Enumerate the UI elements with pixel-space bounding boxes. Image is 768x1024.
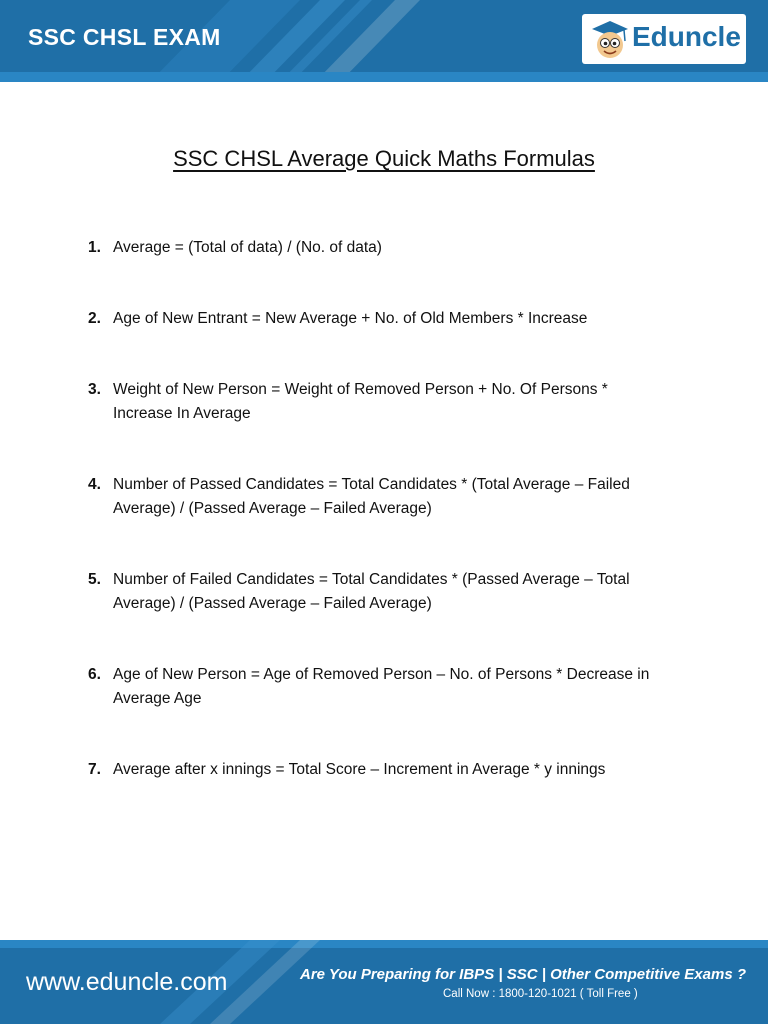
- formula-text: Age of New Entrant = New Average + No. of Old Members * Increase: [113, 310, 588, 327]
- formula-text: Average = (Total of data) / (No. of data): [113, 239, 382, 256]
- formula-number: 7.: [88, 761, 101, 778]
- mascot-icon: [588, 17, 632, 61]
- formula-number: 4.: [88, 476, 101, 493]
- formula-item: [88, 663, 668, 711]
- formula-item: [88, 568, 668, 616]
- header-title: SSC CHSL EXAM: [28, 24, 221, 50]
- formula-text: Number of Passed Candidates = Total Candidates * (Total Average – Failed Average) / (Passed Average – Failed Average): [113, 476, 630, 517]
- footer-phone: Call Now : 1800-120-1021 ( Toll Free ): [443, 988, 638, 1000]
- formula-item: [88, 307, 668, 331]
- formula-number: 1.: [88, 239, 101, 256]
- header-band: [0, 72, 768, 82]
- formula-number: 3.: [88, 381, 101, 398]
- logo-text: Eduncle: [632, 21, 741, 52]
- formula-number: 6.: [88, 666, 101, 683]
- page-header: [0, 0, 768, 82]
- formula-item: [88, 473, 668, 521]
- footer-tagline: Are You Preparing for IBPS | SSC | Other Competitive Exams ?: [299, 966, 746, 983]
- formula-text: Weight of New Person = Weight of Removed Person + No. Of Persons * Increase In Average: [113, 381, 608, 422]
- formula-item: [88, 236, 668, 260]
- formula-item: [88, 758, 668, 782]
- website-link[interactable]: www.eduncle.com: [26, 968, 228, 996]
- formula-list: [88, 236, 668, 829]
- formula-text: Average after x innings = Total Score – Increment in Average * y innings: [113, 761, 606, 778]
- eduncle-logo: [582, 14, 746, 64]
- page-footer: [0, 940, 768, 1024]
- formula-number: 5.: [88, 571, 101, 588]
- formula-item: [88, 378, 668, 426]
- document-title: SSC CHSL Average Quick Maths Formulas: [173, 146, 595, 171]
- formula-number: 2.: [88, 310, 101, 327]
- formula-text: Number of Failed Candidates = Total Candidates * (Passed Average – Total Average) / (Passed Average – Failed Average): [113, 571, 630, 612]
- formula-text: Age of New Person = Age of Removed Person – No. of Persons * Decrease in Average Age: [113, 666, 650, 707]
